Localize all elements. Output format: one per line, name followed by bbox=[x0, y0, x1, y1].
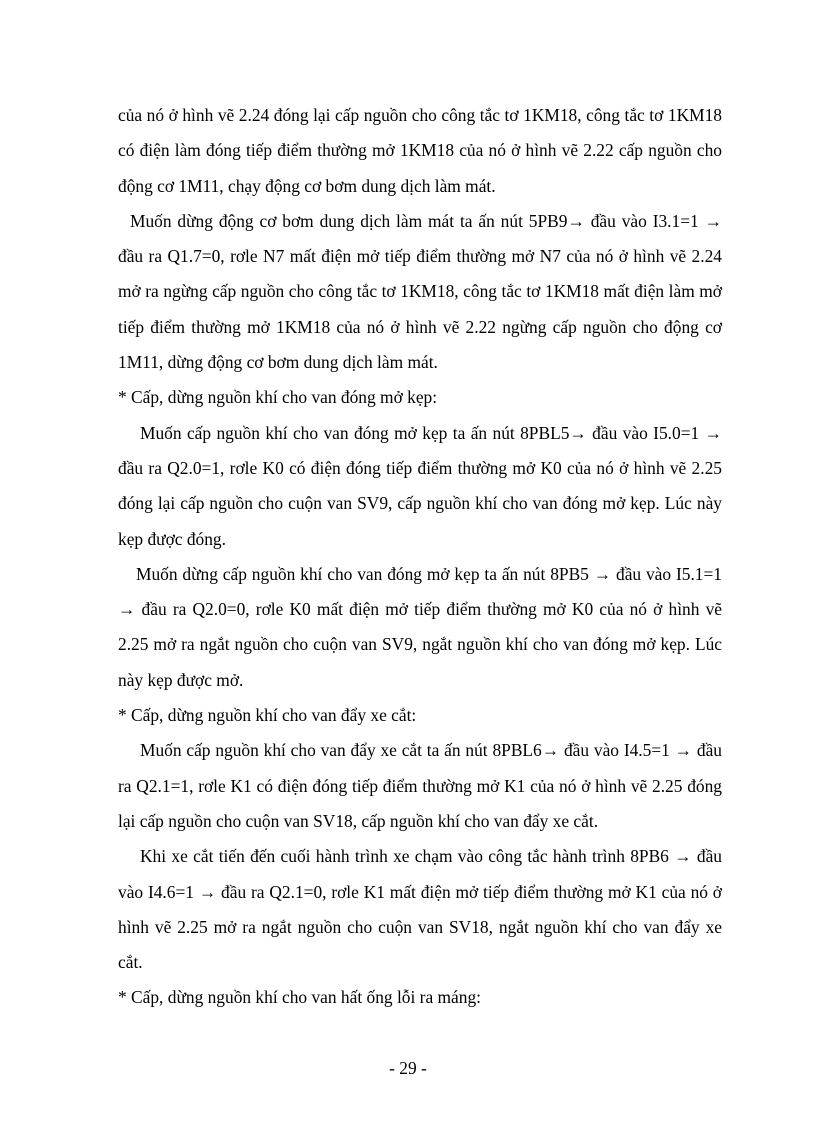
page-number: - 29 - bbox=[389, 1058, 427, 1078]
paragraph-continuation: của nó ở hình vẽ 2.24 đóng lại cấp nguồn cho công tắc tơ 1KM18, công tắc tơ 1KM18 có điện làm đóng tiếp điểm thường mở 1KM18 của nó ở hình vẽ 2.22 cấp nguồn cho động cơ 1M11, chạy động cơ bơm dung dịch làm mát. bbox=[118, 105, 722, 196]
section-heading-cutter-valve: * Cấp, dừng nguồn khí cho van đẩy xe cắt: bbox=[118, 705, 417, 726]
paragraph-cutter-on: Muốn cấp nguồn khí cho van đẩy xe cắt ta ấn nút 8PBL6→ đầu vào I4.5=1 → đầu ra Q2.1=1, rơle K1 có điện đóng tiếp điểm thường mở K1 của nó ở hình vẽ 2.25 đóng lại cấp nguồn cho cuộn van SV18, cấp nguồn khí cho van đẩy xe cắt. bbox=[118, 740, 722, 831]
paragraph-cutter-end: Khi xe cắt tiến đến cuối hành trình xe chạm vào công tắc hành trình 8PB6 → đầu vào I4.6=1 → đầu ra Q2.1=0, rơle K1 mất điện mở tiếp điểm thường mở K1 của nó ở hình vẽ 2.25 mở ra ngắt nguồn cho cuộn van SV18, ngắt nguồn khí cho van đẩy xe cắt. bbox=[118, 846, 722, 973]
section-heading-ejector-valve: * Cấp, dừng nguồn khí cho van hất ống lỗi ra máng: bbox=[118, 987, 481, 1008]
paragraph-stop-pump: Muốn dừng động cơ bơm dung dịch làm mát ta ấn nút 5PB9→ đầu vào I3.1=1 → đầu ra Q1.7=0, rơle N7 mất điện mở tiếp điểm thường mở N7 của nó ở hình vẽ 2.24 mở ra ngừng cấp nguồn cho công tắc tơ 1KM18, công tắc tơ 1KM18 mất điện làm mở tiếp điểm thường mở 1KM18 của nó ở hình vẽ 2.22 ngừng cấp nguồn cho động cơ 1M11, dừng động cơ bơm dung dịch làm mát. bbox=[118, 210, 722, 373]
section-heading-clamp-valve: * Cấp, dừng nguồn khí cho van đóng mở kẹp: bbox=[118, 387, 438, 408]
paragraph-clamp-off: Muốn dừng cấp nguồn khí cho van đóng mở kẹp ta ấn nút 8PB5 → đầu vào I5.1=1 → đầu ra Q2.0=0, rơle K0 mất điện mở tiếp điểm thường mở K0 của nó ở hình vẽ 2.25 mở ra ngắt nguồn cho cuộn van SV9, ngắt nguồn khí cho van đóng mở kẹp. Lúc này kẹp được mở. bbox=[118, 563, 722, 690]
document-body bbox=[118, 98, 722, 1016]
paragraph-clamp-on: Muốn cấp nguồn khí cho van đóng mở kẹp ta ấn nút 8PBL5→ đầu vào I5.0=1 → đầu ra Q2.0=1, rơle K0 có điện đóng tiếp điểm thường mở K0 của nó ở hình vẽ 2.25 đóng lại cấp nguồn cho cuộn van SV9, cấp nguồn khí cho van đóng mở kẹp. Lúc này kẹp được đóng. bbox=[118, 422, 722, 549]
